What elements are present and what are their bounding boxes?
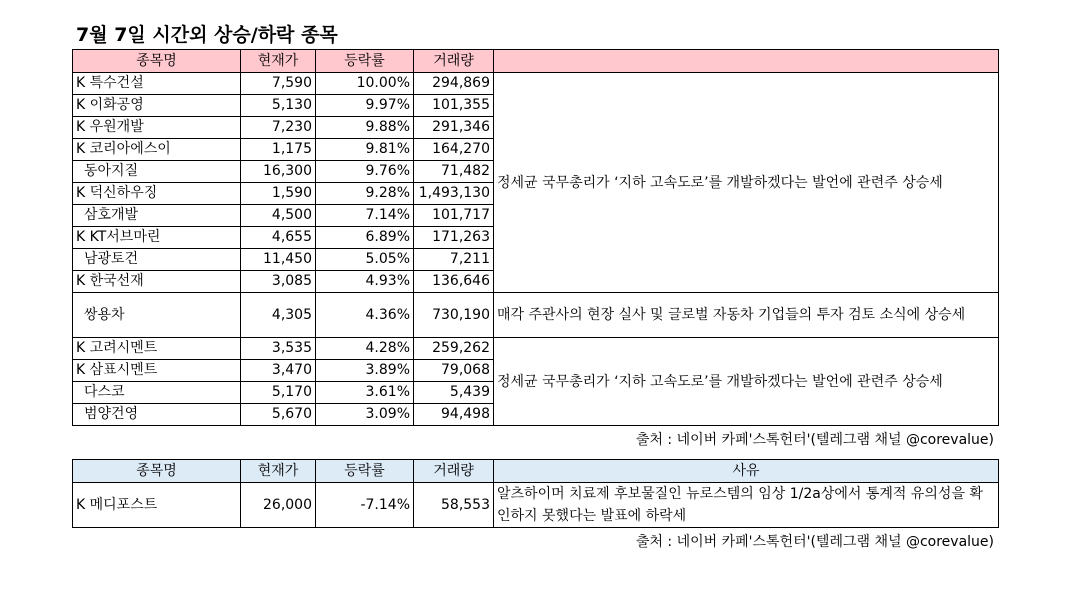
stock-price: 1,590 — [241, 183, 316, 205]
stock-price: 3,470 — [241, 360, 316, 382]
header-name: 종목명 — [73, 460, 241, 483]
stock-name: K 우원개발 — [73, 117, 241, 139]
reason-cell: 정세균 국무총리가 ‘지하 고속도로’를 개발하겠다는 발언에 관련주 상승세 — [494, 73, 999, 293]
header-volume: 거래량 — [414, 460, 494, 483]
stock-price: 3,085 — [241, 271, 316, 293]
header-reason — [494, 50, 999, 73]
header-rate: 등락률 — [316, 50, 414, 73]
header-reason: 사유 — [494, 460, 999, 483]
stock-rate: 9.81% — [316, 139, 414, 161]
stock-name: K KT서브마린 — [73, 227, 241, 249]
stock-volume: 164,270 — [414, 139, 494, 161]
table-row — [73, 293, 999, 338]
stock-rate: 4.93% — [316, 271, 414, 293]
stock-rate: 9.76% — [316, 161, 414, 183]
stock-volume: 71,482 — [414, 161, 494, 183]
stock-name: K 이화공영 — [73, 95, 241, 117]
header-volume: 거래량 — [414, 50, 494, 73]
stock-name: 삼호개발 — [73, 205, 241, 227]
table-header-row — [73, 50, 999, 73]
stock-price: 4,305 — [241, 293, 316, 338]
table-row — [73, 73, 999, 95]
stock-volume: 7,211 — [414, 249, 494, 271]
stock-name: K 코리아에스이 — [73, 139, 241, 161]
header-rate: 등락률 — [316, 460, 414, 483]
reason-cell: 알츠하이머 치료제 후보물질인 뉴로스템의 임상 1/2a상에서 통계적 유의성을 확인하지 못했다는 발표에 하락세 — [494, 483, 999, 528]
stock-name: K 덕신하우징 — [73, 183, 241, 205]
stock-price: 4,655 — [241, 227, 316, 249]
header-price: 현재가 — [241, 460, 316, 483]
source-note: 출처 : 네이버 카페'스톡헌터'(텔레그램 채널 @corevalue) — [635, 432, 994, 448]
stock-name: K 고려시멘트 — [73, 338, 241, 360]
stock-rate: 3.61% — [316, 382, 414, 404]
stock-name: 범양건영 — [73, 404, 241, 426]
stock-volume: 5,439 — [414, 382, 494, 404]
table-row — [73, 483, 999, 528]
stock-rate: 3.89% — [316, 360, 414, 382]
reason-cell: 정세균 국무총리가 ‘지하 고속도로’를 개발하겠다는 발언에 관련주 상승세 — [494, 338, 999, 426]
stock-price: 7,590 — [241, 73, 316, 95]
stock-rate: 9.97% — [316, 95, 414, 117]
stock-volume: 101,717 — [414, 205, 494, 227]
stock-name: 다스코 — [73, 382, 241, 404]
stock-name: 쌍용차 — [73, 293, 241, 338]
stock-volume: 79,068 — [414, 360, 494, 382]
stock-volume: 136,646 — [414, 271, 494, 293]
stock-volume: 730,190 — [414, 293, 494, 338]
stock-price: 3,535 — [241, 338, 316, 360]
stock-price: 11,450 — [241, 249, 316, 271]
stock-name: 동아지질 — [73, 161, 241, 183]
stock-rate: 10.00% — [316, 73, 414, 95]
source-note: 출처 : 네이버 카페'스톡헌터'(텔레그램 채널 @corevalue) — [635, 534, 994, 550]
stock-name: K 삼표시멘트 — [73, 360, 241, 382]
stock-price: 5,670 — [241, 404, 316, 426]
stock-price: 16,300 — [241, 161, 316, 183]
stock-rate: -7.14% — [316, 483, 414, 528]
stock-name: K 한국선재 — [73, 271, 241, 293]
stock-volume: 1,493,130 — [414, 183, 494, 205]
header-price: 현재가 — [241, 50, 316, 73]
header-name: 종목명 — [73, 50, 241, 73]
stock-name: 남광토건 — [73, 249, 241, 271]
stock-rate: 6.89% — [316, 227, 414, 249]
stock-rate: 7.14% — [316, 205, 414, 227]
stock-volume: 294,869 — [414, 73, 494, 95]
table-row — [73, 338, 999, 360]
stock-volume: 259,262 — [414, 338, 494, 360]
stock-rate: 9.28% — [316, 183, 414, 205]
stock-rate: 4.28% — [316, 338, 414, 360]
stock-rate: 5.05% — [316, 249, 414, 271]
stock-rate: 4.36% — [316, 293, 414, 338]
stock-price: 26,000 — [241, 483, 316, 528]
rising-stocks-table — [72, 49, 999, 426]
stock-price: 5,130 — [241, 95, 316, 117]
stock-rate: 3.09% — [316, 404, 414, 426]
reason-cell: 매각 주관사의 현장 실사 및 글로벌 자동차 기업들의 투자 검토 소식에 상승세 — [494, 293, 999, 338]
stock-name: K 메디포스트 — [73, 483, 241, 528]
stock-volume: 58,553 — [414, 483, 494, 528]
stock-rate: 9.88% — [316, 117, 414, 139]
stock-volume: 291,346 — [414, 117, 494, 139]
stock-price: 7,230 — [241, 117, 316, 139]
table-header-row — [73, 460, 999, 483]
stock-volume: 171,263 — [414, 227, 494, 249]
stock-price: 5,170 — [241, 382, 316, 404]
stock-name: K 특수건설 — [73, 73, 241, 95]
stock-price: 4,500 — [241, 205, 316, 227]
falling-stocks-table — [72, 459, 999, 528]
stock-price: 1,175 — [241, 139, 316, 161]
stock-volume: 94,498 — [414, 404, 494, 426]
page-title: 7월 7일 시간외 상승/하락 종목 — [76, 24, 338, 46]
stock-volume: 101,355 — [414, 95, 494, 117]
